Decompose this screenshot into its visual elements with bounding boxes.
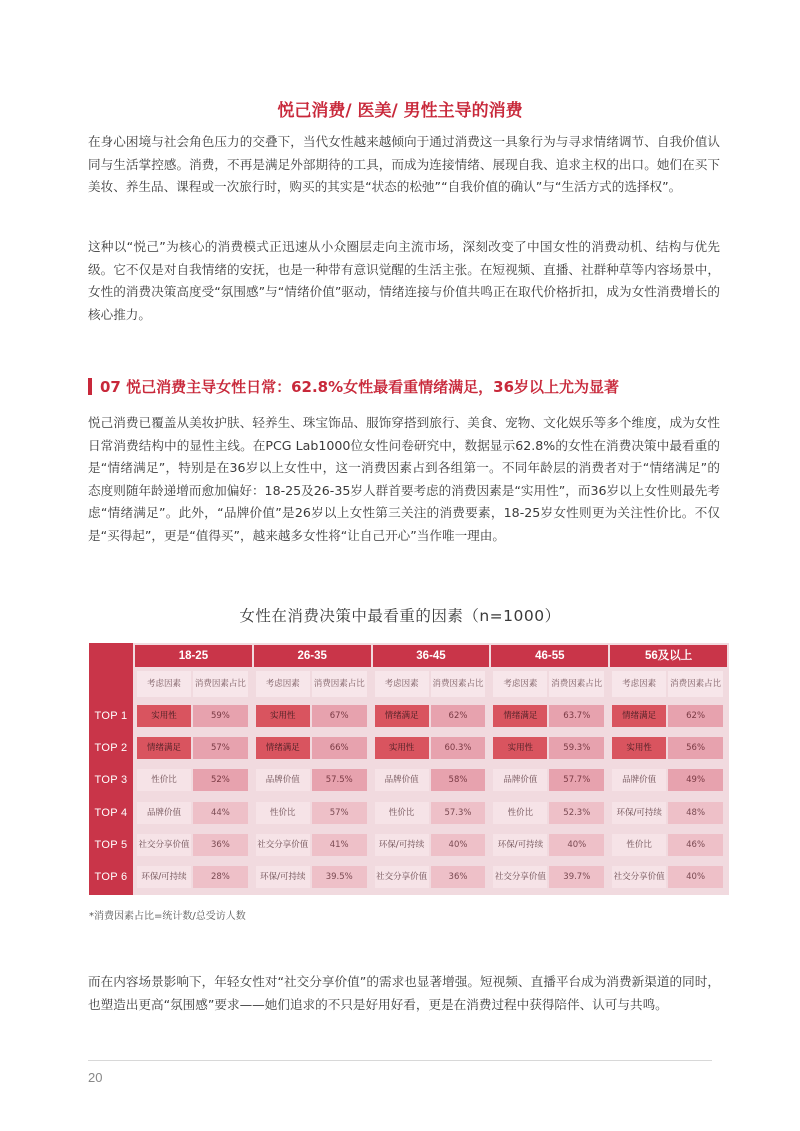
factor-cell: 性价比 [137,769,191,791]
share-cell: 66% [312,737,367,759]
factor-cell: 情绪满足 [612,705,666,727]
share-cell: 41% [312,834,367,856]
share-cell: 59.3% [549,737,604,759]
sub-header-factor: 考虑因素 [493,671,547,697]
share-cell: 39.5% [312,866,367,888]
factor-cell: 性价比 [493,802,547,824]
sub-header-share: 消费因素占比 [312,671,367,697]
share-cell: 60.3% [431,737,486,759]
share-cell: 28% [193,866,248,888]
factor-cell: 环保/可持续 [256,866,310,888]
rank-label: TOP 6 [94,871,128,883]
share-cell: 59% [193,705,248,727]
factor-cell: 环保/可持续 [375,834,429,856]
share-cell: 46% [668,834,723,856]
factor-cell: 社交分享价值 [256,834,310,856]
share-cell: 57.7% [549,769,604,791]
sub-header-factor: 考虑因素 [612,671,666,697]
rank-label: TOP 3 [94,774,128,787]
share-cell: 57% [312,802,367,824]
paragraph-survey: 悦己消费已覆盖从美妆护肤、轻养生、珠宝饰品、服饰穿搭到旅行、美食、宠物、文化娱乐等多个维度，成为女性日常消费结构中的显性主线。在PCG Lab1000位女性问卷研究中，数据显示62.8%的女性在消费决策中最看重的是“情绪满足”，特别是在36岁以上女性中，这一消费因素占到各组第一。不同年龄层的消费者对于“情绪满足”的态度则随年龄递增而愈加偏好：18-25及26-35岁人群首要考虑的消费因素是“实用性”，而36岁以上女性则最先考虑“情绪满足”。此外，“品牌价值”是26岁以上女性第三关注的消费要素，18-25岁女性则更为关注性价比。不仅是“买得起”，更是“值得买”，越来越多女性将“让自己开心”当作唯一理由。 [88,415,720,543]
age-group-header: 18-25 [135,645,252,667]
share-cell: 58% [431,769,486,791]
share-cell: 63.7% [549,705,604,727]
factor-cell: 品牌价值 [612,769,666,791]
table-title: 女性在消费决策中最看重的因素（n=1000） [239,607,561,625]
paragraph-intro: 在身心困境与社会角色压力的交叠下，当代女性越来越倾向于通过消费这一具象行为与寻求情绪调节、自我价值认同与生活掌控感。消费，不再是满足外部期待的工具，而成为连接情绪、展现自我、追求主权的出口。她们在买下美妆、养生品、课程或一次旅行时，购买的其实是“状态的松弛”“自我价值的确认”与“生活方式的选择权”。 [88,134,720,194]
sub-heading [88,375,728,397]
factor-cell: 社交分享价值 [493,866,547,888]
factor-cell: 社交分享价值 [375,866,429,888]
rank-label: TOP 1 [94,710,128,722]
sub-header-share: 消费因素占比 [431,671,486,697]
share-cell: 56% [668,737,723,759]
factor-cell: 性价比 [256,802,310,824]
share-cell: 40% [668,866,723,888]
factor-table [89,643,729,895]
rank-label: TOP 2 [94,742,128,755]
factor-cell: 实用性 [493,737,547,759]
factor-cell: 实用性 [612,737,666,759]
factor-cell: 社交分享价值 [137,834,191,856]
share-cell: 57.3% [431,802,486,824]
share-cell: 40% [549,834,604,856]
factor-cell: 实用性 [375,737,429,759]
factor-cell: 性价比 [375,802,429,824]
footer-divider [88,1060,712,1061]
factor-cell: 实用性 [256,705,310,727]
age-group-header: 56及以上 [610,645,727,667]
rank-label: TOP 4 [94,806,128,819]
rank-label: TOP 5 [94,838,128,851]
share-cell: 62% [668,705,723,727]
share-cell: 67% [312,705,367,727]
sub-header-factor: 考虑因素 [256,671,310,697]
table-footnote: *消费因素占比=统计数/总受访人数 [89,911,246,922]
factor-cell: 环保/可持续 [493,834,547,856]
sub-header-share: 消费因素占比 [668,671,723,697]
share-cell: 57.5% [312,769,367,791]
sub-heading-text: 07 悦己消费主导女性日常：62.8%女性最看重情绪满足，36岁以上尤为显著 [100,377,620,396]
factor-cell: 情绪满足 [256,737,310,759]
sub-header-factor: 考虑因素 [375,671,429,697]
rank-column [89,643,133,895]
share-cell: 39.7% [549,866,604,888]
factor-cell: 情绪满足 [375,705,429,727]
age-group-header: 26-35 [254,645,371,667]
factor-cell: 环保/可持续 [612,802,666,824]
share-cell: 49% [668,769,723,791]
paragraph-trend: 这种以“悦己”为核心的消费模式正迅速从小众圈层走向主流市场，深刻改变了中国女性的消费动机、结构与优先级。它不仅是对自我情绪的安抚，也是一种带有意识觉醒的生活主张。在短视频、直播、社群种草等内容场景中，女性的消费决策高度受“氛围感”与“情绪价值”驱动，情绪连接与价值共鸣正在取代价格折扣，成为女性消费增长的核心推力。 [88,239,720,322]
share-cell: 48% [668,802,723,824]
share-cell: 62% [431,705,486,727]
share-cell: 52.3% [549,802,604,824]
factor-cell: 品牌价值 [493,769,547,791]
share-cell: 57% [193,737,248,759]
factor-cell: 品牌价值 [137,802,191,824]
heading-bar-decoration [88,378,92,395]
age-group-header: 36-45 [373,645,490,667]
section-title: 悦己消费/ 医美/ 男性主导的消费 [277,101,523,121]
sub-header-factor: 考虑因素 [137,671,191,697]
share-cell: 40% [431,834,486,856]
share-cell: 36% [193,834,248,856]
share-cell: 44% [193,802,248,824]
sub-header-share: 消费因素占比 [193,671,248,697]
sub-header-share: 消费因素占比 [549,671,604,697]
age-group-header: 46-55 [491,645,608,667]
page-number: 20 [88,1070,103,1085]
factor-cell: 环保/可持续 [137,866,191,888]
paragraph-social: 而在内容场景影响下，年轻女性对“社交分享价值”的需求也显著增强。短视频、直播平台成为消费新渠道的同时，也塑造出更高“氛围感”要求——她们追求的不只是好用好看，更是在消费过程中获得陪伴、认可与共鸣。 [88,974,720,1012]
factor-cell: 品牌价值 [256,769,310,791]
factor-cell: 实用性 [137,705,191,727]
share-cell: 36% [431,866,486,888]
share-cell: 52% [193,769,248,791]
factor-cell: 品牌价值 [375,769,429,791]
factor-cell: 情绪满足 [493,705,547,727]
factor-cell: 社交分享价值 [612,866,666,888]
factor-cell: 情绪满足 [137,737,191,759]
factor-cell: 性价比 [612,834,666,856]
